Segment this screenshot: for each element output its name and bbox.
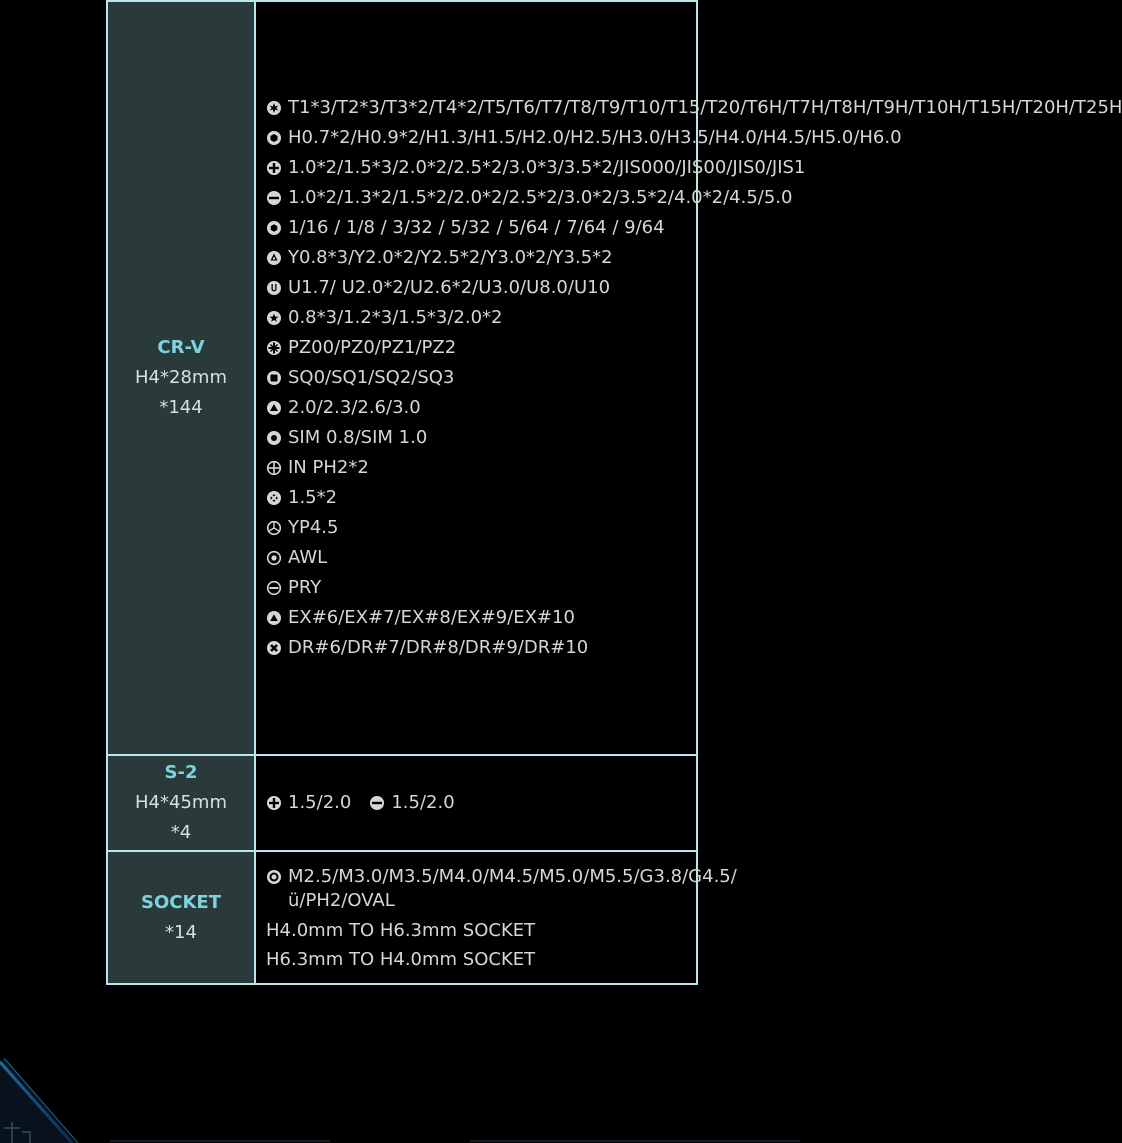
list-item [266, 186, 793, 210]
bit-text: YP4.5 [288, 517, 339, 538]
category-cell-s2 [107, 755, 255, 851]
bit-list [266, 96, 1122, 660]
bit-text: 1/16 / 1/8 / 3/32 / 5/32 / 5/64 / 7/64 / 9/64 [288, 217, 665, 238]
list-item [266, 456, 690, 480]
bits-cell-s2 [255, 755, 697, 851]
u-shape-icon [266, 280, 282, 296]
list-item [266, 606, 690, 630]
list-item [266, 516, 690, 540]
phillips-icon [266, 160, 282, 176]
list-item [266, 306, 690, 330]
category-size: H4*45mm [135, 792, 227, 813]
list-item [369, 791, 454, 815]
category-name: SOCKET [141, 891, 221, 913]
list-item [266, 366, 690, 390]
row-crv [107, 1, 697, 755]
list-item [266, 126, 902, 150]
category-count: *4 [170, 822, 192, 843]
awl-icon [266, 550, 282, 566]
sim-icon [266, 430, 282, 446]
bit-text: DR#6/DR#7/DR#8/DR#9/DR#10 [288, 637, 589, 658]
row-socket [107, 851, 697, 984]
socket-icon [266, 869, 282, 885]
list-item [266, 96, 1122, 120]
category-count: *144 [159, 397, 203, 418]
phillips-icon [266, 795, 282, 811]
hex-icon [266, 130, 282, 146]
bit-text: PRY [288, 577, 322, 598]
hex-inch-icon [266, 220, 282, 236]
category-size: H4*28mm [135, 367, 227, 388]
pry-icon [266, 580, 282, 596]
square-icon [266, 370, 282, 386]
bit-text: SIM 0.8/SIM 1.0 [288, 427, 428, 448]
slotted-icon [369, 795, 385, 811]
ex-triangle-icon [266, 610, 282, 626]
list-item [266, 546, 690, 570]
bit-text: M2.5/M3.0/M3.5/M4.0/M4.5/M5.0/M5.5/G3.8/G4.5/ü/PH2/OVAL [288, 865, 737, 911]
category-count: *14 [165, 921, 197, 943]
bit-text: 0.8*3/1.2*3/1.5*3/2.0*2 [288, 307, 503, 328]
bit-text: AWL [288, 547, 328, 568]
bit-text: PZ00/PZ0/PZ1/PZ2 [288, 337, 457, 358]
socket-line: H4.0mm TO H6.3mm SOCKET [266, 919, 536, 941]
bit-text: 2.0/2.3/2.6/3.0 [288, 397, 421, 418]
category-cell-socket [107, 851, 255, 984]
category-cell-crv [107, 1, 255, 755]
socket-line: H6.3mm TO H4.0mm SOCKET [266, 948, 536, 970]
list-item [266, 246, 690, 270]
list-item [266, 276, 690, 300]
list-item [266, 865, 737, 913]
bit-text: 1.5/2.0 [391, 792, 455, 813]
bit-text: 1.0*2/1.3*2/1.5*2/2.0*2/2.5*2/3.0*2/3.5*2/4.0*2/4.5/5.0 [288, 187, 793, 208]
list-item [266, 576, 690, 600]
bit-text: SQ0/SQ1/SQ2/SQ3 [288, 367, 455, 388]
bit-text: T1*3/T2*3/T3*2/T4*2/T5/T6/T7/T8/T9/T10/T15/T20/T6H/T7H/T8H/T9H/T10H/T15H/T20H/T25H [288, 97, 1122, 118]
category-name: CR-V [157, 337, 205, 358]
list-item [266, 396, 690, 420]
bit-text: H0.7*2/H0.9*2/H1.3/H1.5/H2.0/H2.5/H3.0/H3.5/H4.0/H4.5/H5.0/H6.0 [288, 127, 902, 148]
cross-slot-icon [266, 490, 282, 506]
y-shape-icon [266, 520, 282, 536]
bit-text: 1.5/2.0 [288, 792, 352, 813]
bit-text: 1.0*2/1.5*3/2.0*2/2.5*2/3.0*3/3.5*2/JIS000/JIS00/JIS0/JIS1 [288, 157, 806, 178]
spec-table [106, 0, 1122, 985]
inner-phillips-icon [266, 460, 282, 476]
slotted-icon [266, 190, 282, 206]
bit-text: EX#6/EX#7/EX#8/EX#9/EX#10 [288, 607, 575, 628]
torx-icon [266, 100, 282, 116]
tri-wing-icon [266, 250, 282, 266]
bit-text: Y0.8*3/Y2.0*2/Y2.5*2/Y3.0*2/Y3.5*2 [288, 247, 613, 268]
list-item [266, 216, 690, 240]
list-item [266, 336, 690, 360]
bit-list [266, 791, 690, 815]
triangle-icon [266, 400, 282, 416]
list-item [266, 791, 351, 815]
bits-cell-socket [255, 851, 737, 984]
list-item [266, 426, 690, 450]
pentalobe-icon [266, 310, 282, 326]
bit-text: IN PH2*2 [288, 457, 369, 478]
list-item [266, 486, 690, 510]
dr-icon [266, 640, 282, 656]
list-item [266, 156, 806, 180]
category-name: S-2 [164, 762, 198, 783]
pozidriv-icon [266, 340, 282, 356]
bit-text: 1.5*2 [288, 487, 338, 508]
row-s2 [107, 755, 697, 851]
list-item [266, 636, 690, 660]
decorative-corner-graphic [0, 1040, 800, 1143]
bits-cell-crv [255, 1, 1122, 755]
bit-text: U1.7/ U2.0*2/U2.6*2/U3.0/U8.0/U10 [288, 277, 611, 298]
